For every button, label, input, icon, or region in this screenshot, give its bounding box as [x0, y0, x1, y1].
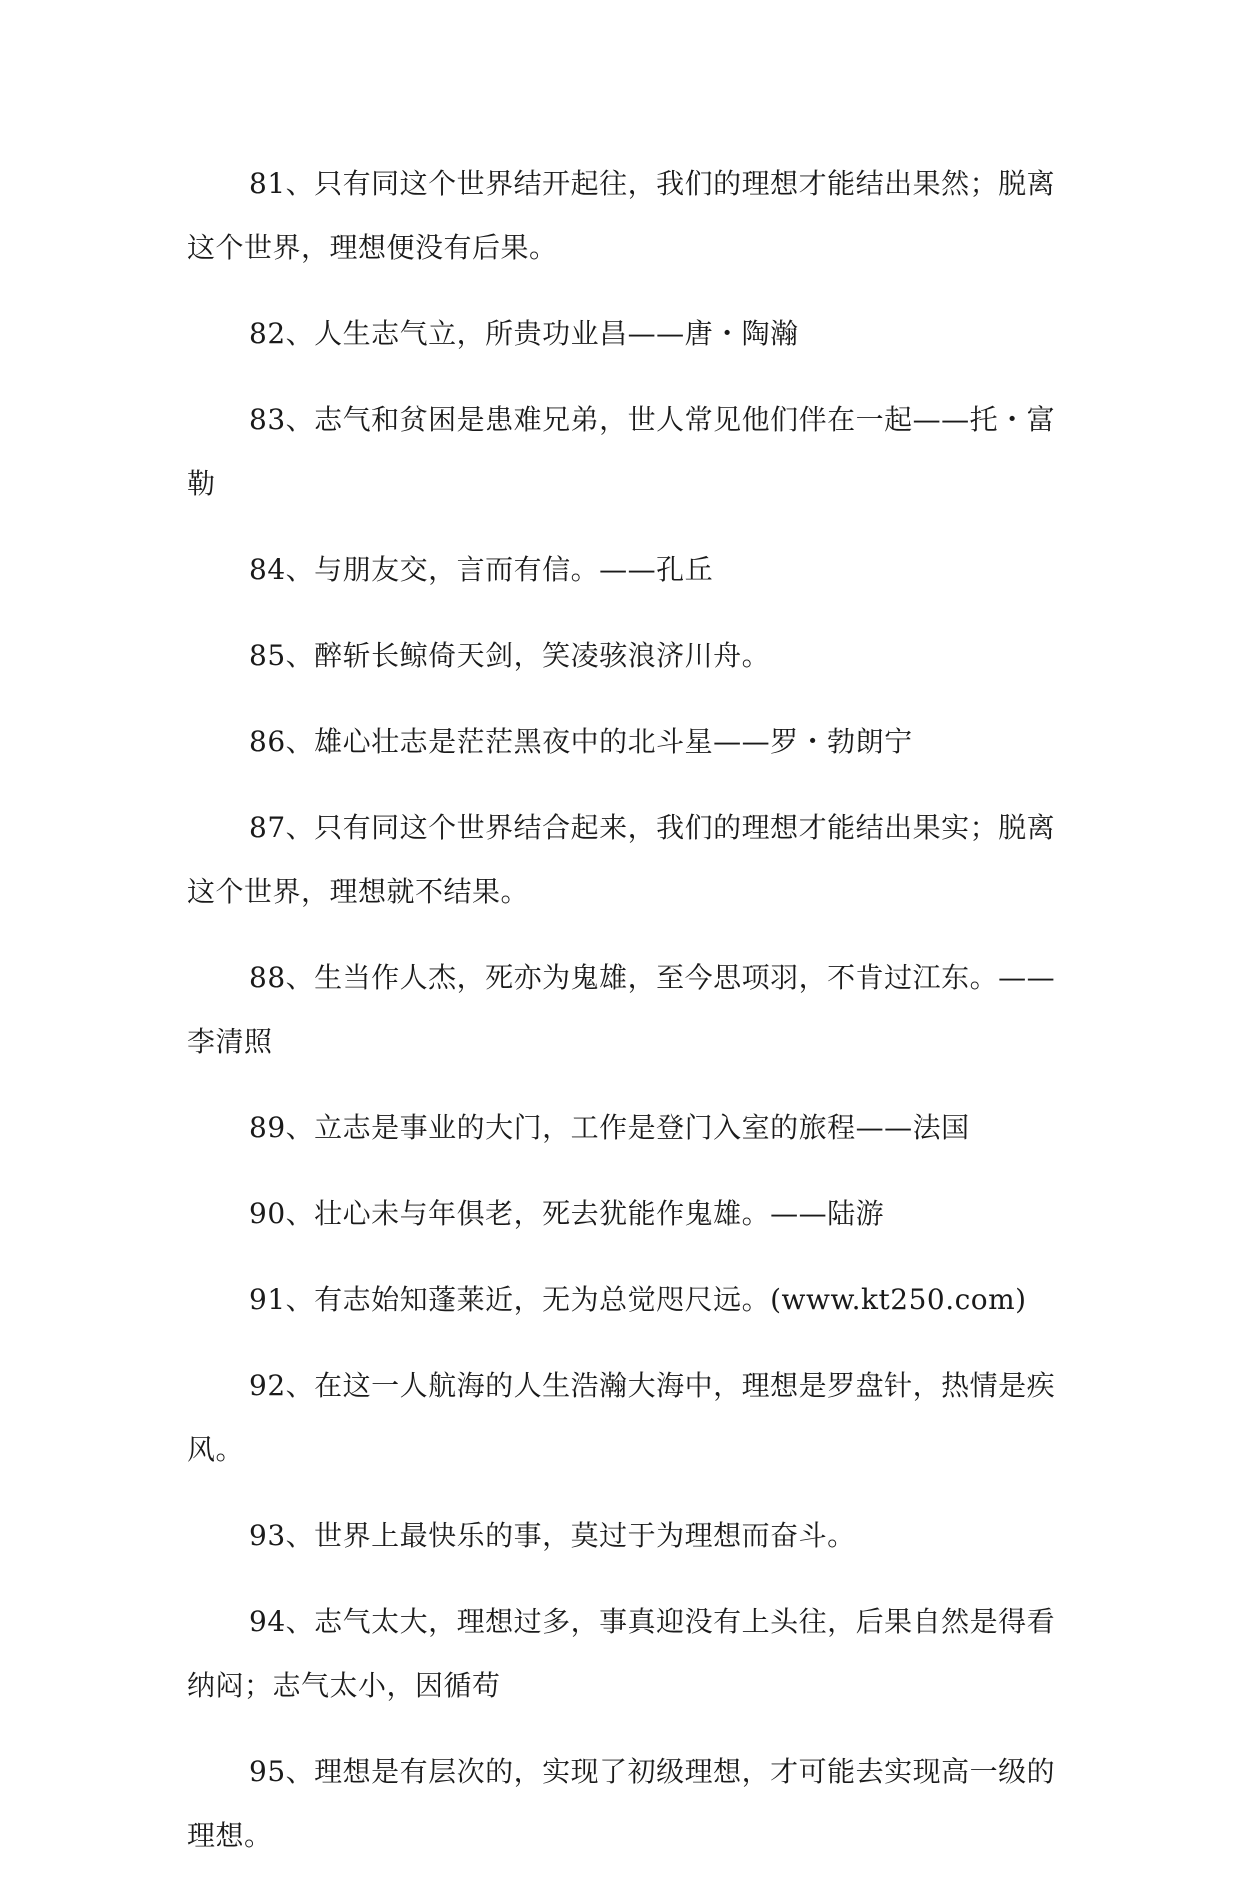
quote-paragraph: 94、志气太大，理想过多，事真迎没有上头往，后果自然是得看纳闷；志气太小，因循苟 — [187, 1605, 1056, 1702]
quote-paragraph: 83、志气和贫困是患难兄弟，世人常见他们伴在一起——托・富勒 — [187, 403, 1056, 500]
quote-paragraph: 87、只有同这个世界结合起来，我们的理想才能结出果实；脱离这个世界，理想就不结果。 — [187, 811, 1056, 908]
quote-paragraph: 92、在这一人航海的人生浩瀚大海中，理想是罗盘针，热情是疾风。 — [187, 1369, 1056, 1466]
quote-paragraph: 86、雄心壮志是茫茫黑夜中的北斗星——罗・勃朗宁 — [249, 725, 913, 758]
quote-paragraph: 84、与朋友交，言而有信。——孔丘 — [249, 553, 714, 586]
quote-paragraph: 89、立志是事业的大门，工作是登门入室的旅程——法国 — [249, 1111, 970, 1144]
quote-paragraph: 85、醉斩长鲸倚天剑，笑凌骇浪济川舟。 — [249, 639, 771, 672]
quote-paragraph: 95、理想是有层次的，实现了初级理想，才可能去实现高一级的理想。 — [187, 1755, 1056, 1852]
quote-paragraph: 93、世界上最快乐的事，莫过于为理想而奋斗。 — [249, 1519, 856, 1552]
quote-paragraph: 90、壮心未与年俱老，死去犹能作鬼雄。——陆游 — [249, 1197, 885, 1230]
quote-paragraph: 82、人生志气立，所贵功业昌——唐・陶瀚 — [249, 317, 799, 350]
quote-paragraph: 88、生当作人杰，死亦为鬼雄，至今思项羽，不肯过江东。——李清照 — [187, 961, 1056, 1058]
quote-paragraph: 91、有志始知蓬莱近，无为总觉咫尺远。(www.kt250.com) — [249, 1283, 1027, 1316]
document-body — [187, 152, 1067, 1890]
quote-paragraph: 81、只有同这个世界结开起往，我们的理想才能结出果然；脱离这个世界，理想便没有后果。 — [187, 167, 1056, 264]
